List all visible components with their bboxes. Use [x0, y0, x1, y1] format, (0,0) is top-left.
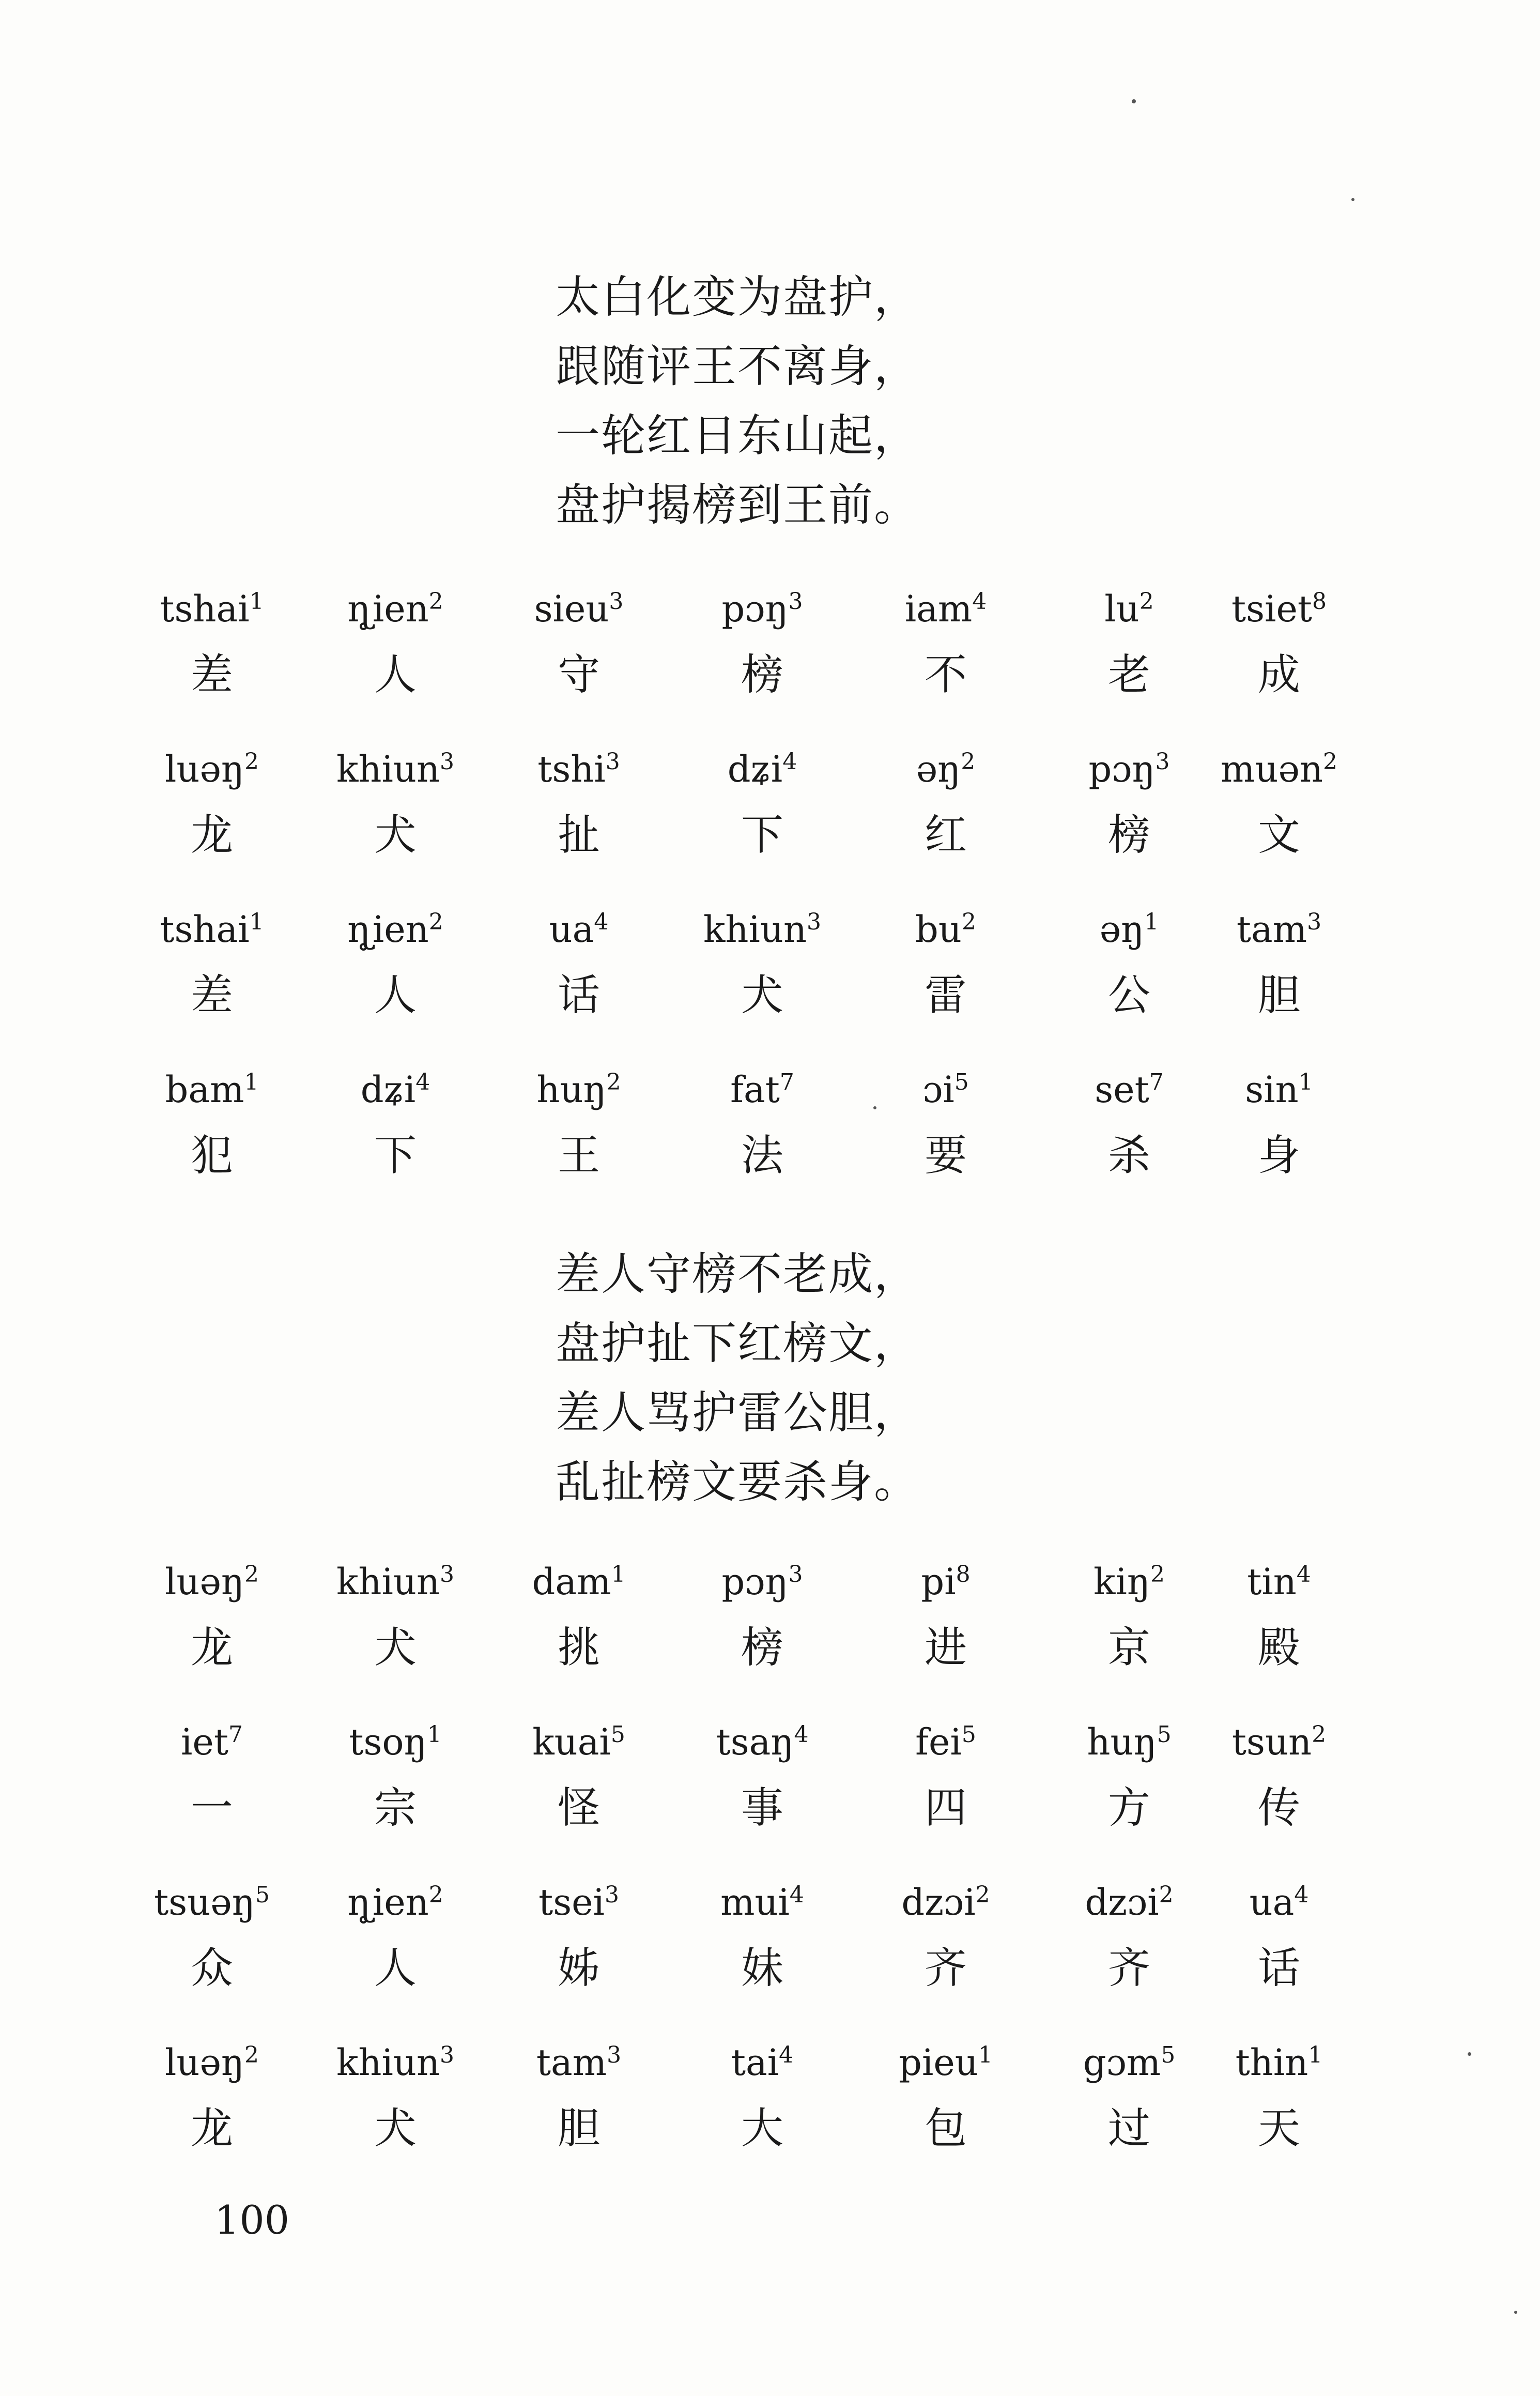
tone-number: 2: [244, 1561, 259, 1588]
chinese-character: 人: [374, 650, 417, 699]
syllable-text: luəŋ: [165, 748, 244, 790]
chinese-character: 传: [1257, 1783, 1300, 1833]
chinese-character: 犬: [374, 1623, 417, 1672]
chinese-character: 要: [924, 1131, 967, 1180]
syllable-text: pɔŋ: [721, 588, 789, 630]
romanization: [674, 743, 850, 795]
tone-number: 2: [961, 909, 976, 935]
page-number: 100: [214, 2197, 290, 2243]
romanization: [1191, 1876, 1367, 1928]
syllable-text: thin: [1235, 2041, 1308, 2084]
chinese-character: 差: [190, 971, 233, 1020]
tone-number: 1: [249, 909, 264, 935]
poem-stanza-2: [556, 1240, 1021, 1517]
chinese-character: 一: [190, 1783, 233, 1833]
chinese-character: 龙: [190, 811, 233, 860]
tone-number: 2: [428, 1882, 443, 1908]
romanization: [674, 583, 850, 635]
syllable-text: tam: [536, 2041, 607, 2084]
syllable-text: tam: [1236, 908, 1307, 951]
syllable-text: ua: [1249, 1881, 1295, 1924]
syllable-text: kuai: [532, 1721, 611, 1763]
poem-line: 一轮红日东山起，: [556, 410, 919, 462]
tone-number: 2: [428, 588, 443, 615]
chinese-character: 怪: [557, 1783, 600, 1833]
chinese-character: 守: [557, 650, 600, 699]
scan-speck: [1514, 2311, 1517, 2314]
syllable-text: ɳ̥ien: [347, 588, 429, 630]
syllable-text: pɔŋ: [721, 1561, 789, 1603]
chinese-character: 不: [924, 650, 967, 699]
tone-number: 2: [244, 749, 259, 775]
romanization: [858, 2037, 1034, 2088]
romanization: [1191, 1556, 1367, 1608]
poem-line: 太白化变为盘护，: [556, 271, 919, 323]
chinese-character: 方: [1107, 1783, 1150, 1833]
tone-number: 5: [1161, 2042, 1176, 2068]
syllable-text: pi: [921, 1561, 956, 1603]
chinese-character: 犬: [374, 2104, 417, 2153]
syllable-text: tshai: [160, 588, 250, 630]
romanization: [491, 904, 667, 955]
romanization: [491, 583, 667, 635]
romanization: [307, 1556, 483, 1608]
poem-line: 乱扯榜文要杀身。: [556, 1456, 919, 1508]
chinese-character: 大: [741, 2104, 783, 2153]
tone-number: 1: [1144, 909, 1159, 935]
tone-number: 2: [1150, 1561, 1165, 1588]
chinese-character: 殿: [1257, 1623, 1300, 1672]
chinese-character: 老: [1107, 650, 1150, 699]
romanization: [858, 743, 1034, 795]
poem-line: 盘护揭榜到王前。: [556, 479, 919, 531]
romanization: [674, 1876, 850, 1928]
chinese-character: 妹: [741, 1944, 783, 1993]
tone-number: 3: [788, 588, 803, 615]
chinese-character: 过: [1107, 2104, 1150, 2153]
chinese-character: 法: [741, 1131, 783, 1180]
gloss-row: [0, 904, 1540, 1064]
tone-number: 3: [440, 1561, 455, 1588]
tone-number: 3: [605, 749, 620, 775]
romanization: [674, 1556, 850, 1608]
tone-number: 4: [789, 1882, 804, 1908]
tone-number: 2: [975, 1882, 990, 1908]
syllable-text: tsuəŋ: [154, 1881, 255, 1924]
tone-number: 5: [954, 1069, 969, 1095]
chinese-character: 人: [374, 1944, 417, 1993]
chinese-character: 红: [924, 811, 967, 860]
chinese-character: 犬: [741, 971, 783, 1020]
syllable-text: bu: [915, 908, 962, 951]
romanization: [1041, 2037, 1217, 2088]
romanization: [858, 904, 1034, 955]
tone-number: 5: [610, 1721, 625, 1748]
poem-line: 盘护扯下红榜文，: [556, 1318, 919, 1369]
romanization: [858, 1556, 1034, 1608]
chinese-character: 姊: [557, 1944, 600, 1993]
tone-number: 8: [956, 1561, 971, 1588]
syllable-text: khiun: [336, 748, 440, 790]
chinese-character: 胆: [1257, 971, 1300, 1020]
tone-number: 4: [779, 2042, 794, 2068]
romanization: [674, 2037, 850, 2088]
romanization: [124, 1556, 300, 1608]
gloss-row: [0, 1876, 1540, 2037]
gloss-row: [0, 1556, 1540, 1716]
chinese-character: 犯: [190, 1131, 233, 1180]
romanization: [491, 743, 667, 795]
syllable-text: khiun: [336, 2041, 440, 2084]
chinese-character: 齐: [924, 1944, 967, 1993]
tone-number: 2: [428, 909, 443, 935]
syllable-text: set: [1095, 1069, 1149, 1111]
romanization: [491, 1876, 667, 1928]
romanization: [124, 1716, 300, 1768]
tone-number: 4: [594, 909, 609, 935]
tone-number: 5: [1157, 1721, 1172, 1748]
romanization: [1041, 904, 1217, 955]
syllable-text: fat: [730, 1069, 780, 1111]
romanization: [307, 1716, 483, 1768]
tone-number: 5: [961, 1721, 976, 1748]
chinese-character: 榜: [741, 650, 783, 699]
syllable-text: dʑi: [360, 1069, 416, 1111]
interlinear-block-2: [0, 1556, 1540, 2197]
romanization: [1041, 1556, 1217, 1608]
romanization: [1041, 1716, 1217, 1768]
chinese-character: 榜: [1107, 811, 1150, 860]
romanization: [124, 1876, 300, 1928]
chinese-character: 下: [741, 811, 783, 860]
chinese-character: 杀: [1107, 1131, 1150, 1180]
chinese-character: 胆: [557, 2104, 600, 2153]
syllable-text: lu: [1104, 588, 1139, 630]
tone-number: 3: [604, 1882, 619, 1908]
romanization: [491, 2037, 667, 2088]
syllable-text: luəŋ: [165, 2041, 244, 2084]
romanization: [491, 1716, 667, 1768]
tone-number: 8: [1312, 588, 1327, 615]
romanization: [124, 2037, 300, 2088]
tone-number: 2: [961, 749, 976, 775]
syllable-text: pieu: [899, 2041, 978, 2084]
syllable-text: tshai: [160, 908, 250, 951]
tone-number: 1: [244, 1069, 259, 1095]
romanization: [1041, 1064, 1217, 1116]
tone-number: 2: [1139, 588, 1154, 615]
syllable-text: ua: [549, 908, 594, 951]
romanization: [1191, 2037, 1367, 2088]
tone-number: 3: [1155, 749, 1170, 775]
romanization: [674, 1716, 850, 1768]
chinese-character: 天: [1257, 2104, 1300, 2153]
chinese-character: 宗: [374, 1783, 417, 1833]
poem-line: 差人骂护雷公胆，: [556, 1387, 919, 1439]
tone-number: 2: [244, 2042, 259, 2068]
romanization: [858, 583, 1034, 635]
syllable-text: bam: [165, 1069, 244, 1111]
chinese-character: 话: [1257, 1944, 1300, 1993]
romanization: [674, 904, 850, 955]
syllable-text: tai: [731, 2041, 779, 2084]
tone-number: 3: [607, 2042, 622, 2068]
chinese-character: 话: [557, 971, 600, 1020]
chinese-character: 龙: [190, 1623, 233, 1672]
gloss-row: [0, 1716, 1540, 1876]
tone-number: 1: [427, 1721, 442, 1748]
chinese-character: 差: [190, 650, 233, 699]
syllable-text: iet: [181, 1721, 228, 1763]
poem-stanza-1: [556, 263, 1021, 540]
syllable-text: tsun: [1231, 1721, 1312, 1763]
syllable-text: sin: [1245, 1069, 1299, 1111]
romanization: [1041, 1876, 1217, 1928]
chinese-character: 进: [924, 1623, 967, 1672]
chinese-character: 事: [741, 1783, 783, 1833]
syllable-text: əŋ: [1099, 908, 1145, 951]
chinese-character: 榜: [741, 1623, 783, 1672]
tone-number: 7: [228, 1721, 243, 1748]
syllable-text: luəŋ: [165, 1561, 244, 1603]
syllable-text: dʑi: [727, 748, 783, 790]
syllable-text: kiŋ: [1094, 1561, 1150, 1603]
tone-number: 1: [1308, 2042, 1323, 2068]
romanization: [307, 1064, 483, 1116]
syllable-text: khiun: [703, 908, 807, 951]
scan-speck: [1132, 99, 1136, 103]
tone-number: 4: [415, 1069, 430, 1095]
tone-number: 4: [1294, 1882, 1309, 1908]
syllable-text: sieu: [534, 588, 609, 630]
romanization: [124, 1064, 300, 1116]
tone-number: 3: [1307, 909, 1322, 935]
tone-number: 1: [978, 2042, 993, 2068]
tone-number: 3: [807, 909, 822, 935]
syllable-text: tshi: [537, 748, 606, 790]
syllable-text: mui: [720, 1881, 790, 1924]
tone-number: 3: [788, 1561, 803, 1588]
romanization: [1191, 1064, 1367, 1116]
syllable-text: dzɔi: [1085, 1881, 1159, 1924]
syllable-text: tsaŋ: [716, 1721, 794, 1763]
tone-number: 2: [1312, 1721, 1327, 1748]
tone-number: 3: [609, 588, 624, 615]
tone-number: 5: [255, 1882, 270, 1908]
syllable-text: pɔŋ: [1088, 748, 1156, 790]
romanization: [124, 904, 300, 955]
poem-line: 差人守榜不老成，: [556, 1248, 919, 1300]
romanization: [1041, 583, 1217, 635]
romanization: [124, 583, 300, 635]
poem-line: 跟随评王不离身，: [556, 341, 919, 392]
chinese-character: 四: [924, 1783, 967, 1833]
syllable-text: muən: [1221, 748, 1323, 790]
romanization: [1191, 583, 1367, 635]
chinese-character: 众: [190, 1944, 233, 1993]
romanization: [491, 1556, 667, 1608]
chinese-character: 成: [1257, 650, 1300, 699]
syllable-text: tsiet: [1231, 588, 1312, 630]
syllable-text: tsoŋ: [349, 1721, 427, 1763]
chinese-character: 王: [557, 1131, 600, 1180]
syllable-text: huŋ: [1087, 1721, 1157, 1763]
romanization: [858, 1716, 1034, 1768]
scan-speck: [1468, 2052, 1471, 2056]
tone-number: 2: [1159, 1882, 1174, 1908]
chinese-character: 龙: [190, 2104, 233, 2153]
romanization: [674, 1064, 850, 1116]
tone-number: 7: [1149, 1069, 1164, 1095]
tone-number: 4: [972, 588, 987, 615]
romanization: [858, 1064, 1034, 1116]
syllable-text: iam: [904, 588, 973, 630]
chinese-character: 身: [1257, 1131, 1300, 1180]
romanization: [491, 1064, 667, 1116]
tone-number: 4: [782, 749, 797, 775]
romanization: [307, 743, 483, 795]
tone-number: 1: [249, 588, 264, 615]
syllable-text: dam: [532, 1561, 611, 1603]
gloss-row: [0, 583, 1540, 743]
syllable-text: ɳ̥ien: [347, 1881, 429, 1924]
romanization: [307, 904, 483, 955]
scan-speck: [873, 1106, 876, 1109]
syllable-text: gɔm: [1083, 2041, 1161, 2084]
syllable-text: fei: [915, 1721, 962, 1763]
syllable-text: khiun: [336, 1561, 440, 1603]
tone-number: 7: [779, 1069, 794, 1095]
syllable-text: huŋ: [536, 1069, 607, 1111]
romanization: [1191, 1716, 1367, 1768]
chinese-character: 人: [374, 971, 417, 1020]
syllable-text: tsei: [538, 1881, 605, 1924]
romanization: [1191, 743, 1367, 795]
romanization: [307, 2037, 483, 2088]
tone-number: 1: [1298, 1069, 1313, 1095]
romanization: [858, 1876, 1034, 1928]
romanization: [1191, 904, 1367, 955]
romanization: [307, 583, 483, 635]
gloss-row: [0, 2037, 1540, 2197]
tone-number: 2: [1322, 749, 1337, 775]
chinese-character: 犬: [374, 811, 417, 860]
tone-number: 2: [606, 1069, 621, 1095]
tone-number: 1: [611, 1561, 626, 1588]
romanization: [1041, 743, 1217, 795]
scan-speck: [1351, 198, 1354, 201]
gloss-row: [0, 1064, 1540, 1224]
chinese-character: 下: [374, 1131, 417, 1180]
chinese-character: 包: [924, 2104, 967, 2153]
tone-number: 3: [440, 2042, 455, 2068]
interlinear-block-1: [0, 583, 1540, 1224]
syllable-text: dzɔi: [901, 1881, 976, 1924]
chinese-character: 扯: [557, 811, 600, 860]
tone-number: 4: [794, 1721, 809, 1748]
syllable-text: ɳ̥ien: [347, 908, 429, 951]
syllable-text: tin: [1247, 1561, 1297, 1603]
tone-number: 3: [440, 749, 455, 775]
gloss-row: [0, 743, 1540, 904]
chinese-character: 文: [1257, 811, 1300, 860]
syllable-text: əŋ: [916, 748, 961, 790]
chinese-character: 雷: [924, 971, 967, 1020]
romanization: [124, 743, 300, 795]
chinese-character: 公: [1107, 971, 1150, 1020]
chinese-character: 齐: [1107, 1944, 1150, 1993]
chinese-character: 挑: [557, 1623, 600, 1672]
chinese-character: 京: [1107, 1623, 1150, 1672]
tone-number: 4: [1296, 1561, 1311, 1588]
romanization: [307, 1876, 483, 1928]
syllable-text: ɔi: [922, 1069, 954, 1111]
